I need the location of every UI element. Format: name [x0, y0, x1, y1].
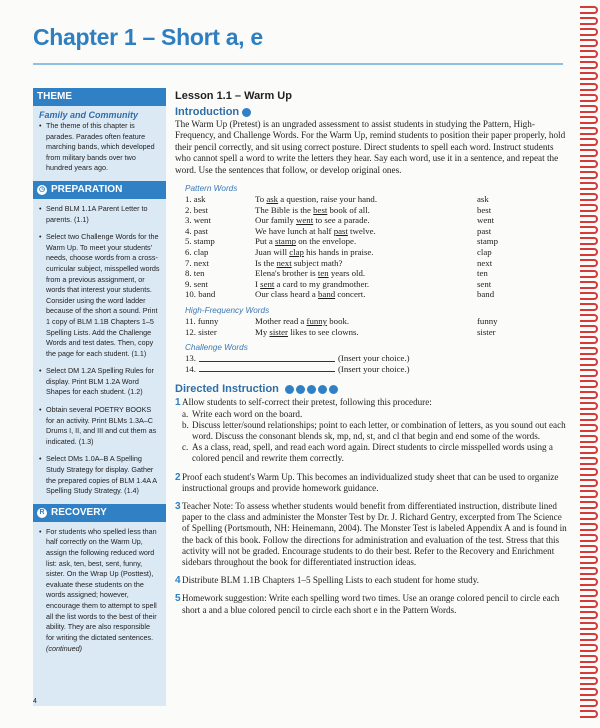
spiral-coil	[580, 28, 598, 36]
spiral-coil	[580, 567, 598, 575]
sentence-pre: Is the	[255, 257, 277, 268]
sentence-cell	[255, 247, 477, 258]
spiral-coil	[580, 248, 598, 256]
pencil-icon	[329, 385, 338, 394]
step-body	[182, 472, 570, 494]
spiral-coil	[580, 545, 598, 553]
subitem-text: Write each word on the board.	[192, 408, 303, 419]
list-item: • The theme of this chapter is parades. Parades often feature marching bands, which developed from military bands over two hundred years ago.	[39, 121, 160, 174]
pattern-words-label: Pattern Words	[185, 184, 238, 194]
word-row	[185, 289, 570, 300]
sentence-target-word: band	[318, 289, 336, 300]
recovery-heading-label: RECOVERY	[51, 506, 107, 518]
step-text: Distribute BLM 1.1B Chapters 1–5 Spelling Lists to each student for home study.	[182, 575, 479, 586]
spiral-coil	[580, 446, 598, 454]
spiral-coil	[580, 116, 598, 124]
list-item: • Select DMs 1.0A–B A Spelling Study Strategy for display. Gather the prepared copies of BLM 1.4A A Spelling Study Strategy. (1.4)	[39, 454, 160, 496]
step-number: 2	[175, 471, 181, 483]
instruction-step	[175, 501, 570, 568]
sentence-target-word: ten	[317, 268, 329, 279]
spiral-coil	[580, 127, 598, 135]
spiral-coil	[580, 160, 598, 168]
spiral-coil	[580, 303, 598, 311]
spiral-coil	[580, 149, 598, 157]
sentence-target-word: past	[333, 225, 348, 236]
step-text: Proof each student's Warm Up. This becomes an individualized study sheet that can be used to organize instructional groups and provide homework guidance.	[182, 471, 559, 493]
spiral-coil	[580, 325, 598, 333]
challenge-words-list	[185, 353, 570, 374]
sentence-cell	[255, 327, 477, 338]
preparation-heading-label: PREPARATION	[51, 183, 123, 195]
spiral-coil	[580, 644, 598, 652]
sentence-cell	[255, 279, 477, 290]
challenge-row	[185, 353, 570, 364]
main-content	[175, 88, 570, 616]
sentence-target-word: funny	[306, 315, 328, 326]
step-number: 1	[175, 397, 181, 409]
answer-cell: past	[477, 225, 492, 236]
spiral-coil	[580, 138, 598, 146]
spiral-coil	[580, 50, 598, 58]
sentence-cell	[255, 316, 477, 327]
sentence-pre: Mother read a	[255, 315, 307, 326]
step-subitem	[182, 420, 570, 442]
sentence-post: to see a parade.	[313, 215, 370, 226]
sentence-pre: Our class heard a	[255, 289, 319, 300]
sentence-post: likes to see clowns.	[288, 326, 359, 337]
sentence-pre: Our family	[255, 215, 297, 226]
spiral-coil	[580, 534, 598, 542]
instruction-step	[175, 575, 570, 586]
sentence-post: book.	[327, 315, 350, 326]
step-body	[182, 397, 570, 464]
challenge-blank	[199, 364, 335, 373]
spiral-coil	[580, 666, 598, 674]
instruction-step	[175, 397, 570, 464]
sentence-cell	[255, 205, 477, 216]
hand-icon	[285, 385, 294, 394]
spiral-coil	[580, 39, 598, 47]
recovery-list	[33, 527, 166, 644]
answer-cell: next	[477, 257, 493, 268]
chapter-title: Chapter 1 – Short a, e	[33, 24, 263, 50]
pattern-words-list	[185, 194, 570, 300]
clock-icon: ◷	[38, 185, 46, 193]
sentence-cell	[255, 268, 477, 279]
sentence-pre: To	[255, 194, 267, 205]
list-item: • For students who spelled less than half correctly on the Warm Up, assign the following reduced word list: ask, ten, best, sent, funny, sister. On the Wrap Up (Posttest), evaluate these students on the words assigned; however, encourage them to attempt to spell all the list words to the best of their ability. They are also responsible for writing the dictated sentences.	[39, 527, 160, 644]
lesson-title: Lesson 1.1 – Warm Up	[175, 90, 292, 102]
spiral-coil	[580, 402, 598, 410]
answer-cell: funny	[477, 315, 498, 326]
spiral-coil	[580, 622, 598, 630]
word-cell: 2. best	[185, 204, 208, 215]
preparation-heading	[33, 181, 166, 199]
step-body	[182, 501, 570, 568]
answer-cell: went	[477, 215, 495, 226]
spiral-coil	[580, 611, 598, 619]
spiral-coil	[580, 215, 598, 223]
sentence-post: book of all.	[327, 204, 370, 215]
step-subitem	[182, 442, 570, 464]
sentence-post: his hands in praise.	[303, 247, 374, 257]
sentence-target-word: sister	[269, 326, 288, 337]
word-cell: 6. clap	[185, 247, 209, 257]
word-row	[185, 226, 570, 237]
spiral-coil	[580, 688, 598, 696]
sentence-post: on the envelope.	[296, 236, 357, 247]
challenge-note: (Insert your choice.)	[338, 363, 410, 374]
preparation-list	[33, 204, 166, 497]
spiral-coil	[580, 479, 598, 487]
high-frequency-list	[185, 316, 570, 337]
step-subitem	[182, 409, 570, 420]
spiral-coil	[580, 677, 598, 685]
spiral-coil	[580, 182, 598, 190]
spiral-coil	[580, 270, 598, 278]
spiral-coil	[580, 347, 598, 355]
sentence-pre: We have lunch at half	[255, 225, 334, 236]
word-row	[185, 316, 570, 327]
title-rule	[33, 63, 563, 65]
word-cell: 9. sent	[185, 278, 208, 289]
spiral-coil	[580, 600, 598, 608]
word-row	[185, 236, 570, 247]
spiral-coil	[580, 6, 598, 14]
word-row	[185, 268, 570, 279]
subitem-text: As a class, read, spell, and read each word again. Direct students to circle misspelled words using a colored pencil and rewrite them correctly.	[192, 442, 553, 464]
challenge-number: 14.	[185, 363, 196, 374]
word-row	[185, 205, 570, 216]
theme-subheading: Family and Community	[39, 110, 139, 120]
spiral-coil	[580, 204, 598, 212]
sentence-pre: My	[255, 326, 270, 337]
spiral-coil	[580, 94, 598, 102]
sentence-target-word: best	[313, 204, 328, 215]
spiral-coil	[580, 380, 598, 388]
spiral-coil	[580, 336, 598, 344]
directed-instruction-heading	[175, 383, 570, 395]
answer-cell: best	[477, 204, 492, 215]
list-item: • Select two Challenge Words for the Warm Up. To meet your students' needs, choose words from a cross-curricular subject, misspelled words from a previous assignment, or words that interest your students. Consider using the word ladder because of the short a sound. Print 1 copy of BLM 1.1B Chapters 1–5 Spelling Lists. Add the Challenge Words and test dates. Then, copy the page for each student. (1.1)	[39, 232, 160, 359]
answer-cell: ten	[477, 268, 488, 279]
step-text: Homework suggestion: Write each spelling word two times. Use an orange colored pencil to circle each short a and a blue colored pencil to circle each short e in the Pattern Words.	[182, 593, 560, 615]
sentence-target-word: clap	[289, 247, 304, 257]
answer-cell: ask	[477, 194, 489, 205]
directed-heading-label: Directed Instruction	[175, 383, 279, 396]
spiral-coil	[580, 17, 598, 25]
sentence-target-word: stamp	[275, 236, 297, 247]
step-body	[182, 575, 479, 586]
spiral-coil	[580, 523, 598, 531]
sentence-pre: I	[255, 278, 261, 289]
directed-steps	[175, 397, 570, 615]
hand-icon	[242, 108, 251, 117]
list-item: • Select DM 1.2A Spelling Rules for display. Print BLM 1.2A Word Shapes for each student. (1.2)	[39, 366, 160, 398]
step-text: Allow students to self-correct their pretest, following this procedure:	[182, 397, 432, 408]
theme-heading	[33, 88, 166, 106]
word-row	[185, 215, 570, 226]
spiral-coil	[580, 105, 598, 113]
spiral-coil	[580, 83, 598, 91]
page-number: 4	[33, 698, 37, 705]
spiral-coil	[580, 391, 598, 399]
word-cell: 3. went	[185, 215, 211, 226]
spiral-coil	[580, 490, 598, 498]
spiral-coil	[580, 424, 598, 432]
word-cell: 12. sister	[185, 326, 217, 337]
list-item: • Send BLM 1.1A Parent Letter to parents. (1.1)	[39, 204, 160, 225]
word-cell: 11. funny	[185, 315, 219, 326]
spiral-coil	[580, 578, 598, 586]
sidebar	[33, 88, 166, 706]
answer-cell: sister	[477, 326, 496, 337]
group-icon	[307, 385, 316, 394]
instruction-icons	[285, 385, 338, 394]
challenge-number: 13.	[185, 353, 196, 364]
sentence-post: concert.	[335, 289, 366, 300]
sentence-cell	[255, 289, 477, 300]
sentence-pre: The Bible is the	[255, 204, 314, 215]
subitem-letter: c.	[182, 442, 189, 453]
theme-list	[33, 121, 166, 174]
challenge-row	[185, 364, 570, 375]
spiral-coil	[580, 512, 598, 520]
word-row	[185, 279, 570, 290]
sentence-target-word: went	[296, 215, 314, 226]
introduction-heading-label: Introduction	[175, 106, 240, 118]
bible-icon	[296, 385, 305, 394]
subitem-text: Discuss letter/sound relationships; point to each letter, or combination of letters, as you sound out each word. Discuss the consonant blends sk, mp, nd, st, and cl that begin and end some of the words.	[192, 419, 566, 441]
spiral-coil	[580, 556, 598, 564]
recovery-icon: R	[37, 508, 47, 518]
spiral-coil	[580, 710, 598, 718]
sentence-target-word: ask	[266, 194, 279, 205]
sentence-post: a card to my grandmother.	[274, 278, 370, 289]
sentence-pre: Juan will	[255, 247, 290, 257]
word-row	[185, 258, 570, 269]
sentence-cell	[255, 258, 477, 269]
spiral-coil	[580, 292, 598, 300]
spiral-coil	[580, 457, 598, 465]
spiral-coil	[580, 226, 598, 234]
sentence-cell	[255, 215, 477, 226]
word-cell: 7. next	[185, 257, 209, 268]
subitem-letter: a.	[182, 408, 189, 419]
spiral-coil	[580, 193, 598, 201]
spiral-coil	[580, 589, 598, 597]
word-row	[185, 247, 570, 258]
spiral-coil	[580, 501, 598, 509]
spiral-coil	[580, 413, 598, 421]
recovery-heading	[33, 504, 166, 522]
step-body	[182, 593, 570, 615]
sentence-pre: Put a	[255, 236, 276, 247]
challenge-note: (Insert your choice.)	[338, 353, 410, 364]
sentence-post: years old.	[328, 268, 366, 279]
instruction-step	[175, 593, 570, 615]
spiral-coil	[580, 369, 598, 377]
sentence-cell	[255, 194, 477, 205]
sentence-pre: Elena's brother is	[255, 268, 318, 279]
high-frequency-label: High-Frequency Words	[185, 305, 270, 315]
spiral-coil	[580, 237, 598, 245]
sentence-post: a question, raise your hand.	[278, 194, 378, 205]
spiral-coil	[580, 171, 598, 179]
answer-cell: band	[477, 289, 495, 300]
sentence-post: subject math?	[291, 257, 343, 268]
sentence-post: twelve.	[347, 225, 376, 236]
plus-icon	[318, 385, 327, 394]
answer-cell: sent	[477, 278, 492, 289]
answer-cell: clap	[477, 247, 492, 257]
challenge-blank	[199, 353, 335, 362]
word-lists	[185, 184, 570, 374]
spiral-coil	[580, 699, 598, 707]
word-cell: 8. ten	[185, 268, 205, 279]
spiral-coil	[580, 281, 598, 289]
word-cell: 5. stamp	[185, 236, 215, 247]
word-row	[185, 327, 570, 338]
challenge-words-label: Challenge Words	[185, 343, 248, 353]
spiral-binding	[578, 0, 600, 728]
instruction-step	[175, 472, 570, 494]
word-row	[185, 194, 570, 205]
step-text: Teacher Note: To assess whether students would benefit from differentiated instruction, distribute lined paper to the class and administer the Monster Test by Dr. J. Richard Gentry, excerpted from The Science of Spelling (Portsmouth, NH: Heinemann, 2004). The Monster Test is labeled Appendix A and is found in the back of this book. Follow the directions for administration and evaluation of the test. Stress that this activity will not be graded. Encourage students to do their best. Refer to the Recovery and Enrichment sidebars throughout the book for differentiated instruction ideas.	[182, 500, 567, 567]
spiral-coil	[580, 435, 598, 443]
sentence-target-word: sent	[260, 278, 275, 289]
spiral-coil	[580, 655, 598, 663]
theme-heading-label: THEME	[37, 91, 72, 102]
sentence-cell	[255, 236, 477, 247]
introduction-text: The Warm Up (Pretest) is an ungraded assessment to assist students in studying the Pattern, High-Frequency, and Challenge Words. For the Warm Up, remind students to position their paper properly, hold their pencil correctly, and sit using correct posture. Direct students to spell each word. Instruct students who cannot spell a word to write the letters they hear. Say each word, use it in a sentence, and repeat the word. Use the sentences that follow, or develop original ones.	[175, 119, 566, 175]
introduction-heading	[175, 106, 570, 118]
step-number: 3	[175, 500, 181, 512]
spiral-coil	[580, 314, 598, 322]
word-cell: 4. past	[185, 225, 208, 236]
spiral-coil	[580, 72, 598, 80]
subitem-letter: b.	[182, 419, 189, 430]
spiral-coil	[580, 358, 598, 366]
spiral-coil	[580, 633, 598, 641]
answer-cell: stamp	[477, 236, 499, 247]
step-number: 5	[175, 593, 181, 605]
sentence-cell	[255, 226, 477, 237]
word-cell: 10. band	[185, 289, 216, 300]
sentence-target-word: next	[276, 257, 292, 268]
list-item: • Obtain several POETRY BOOKS for an activity. Print BLMs 1.3A–C Drums I, II, and III and cut them as indicated. (1.3)	[39, 405, 160, 447]
spiral-coil	[580, 259, 598, 267]
step-number: 4	[175, 575, 181, 587]
word-cell: 1. ask	[185, 194, 206, 205]
spiral-coil	[580, 61, 598, 69]
continued-note: (continued)	[46, 644, 82, 654]
spiral-coil	[580, 468, 598, 476]
